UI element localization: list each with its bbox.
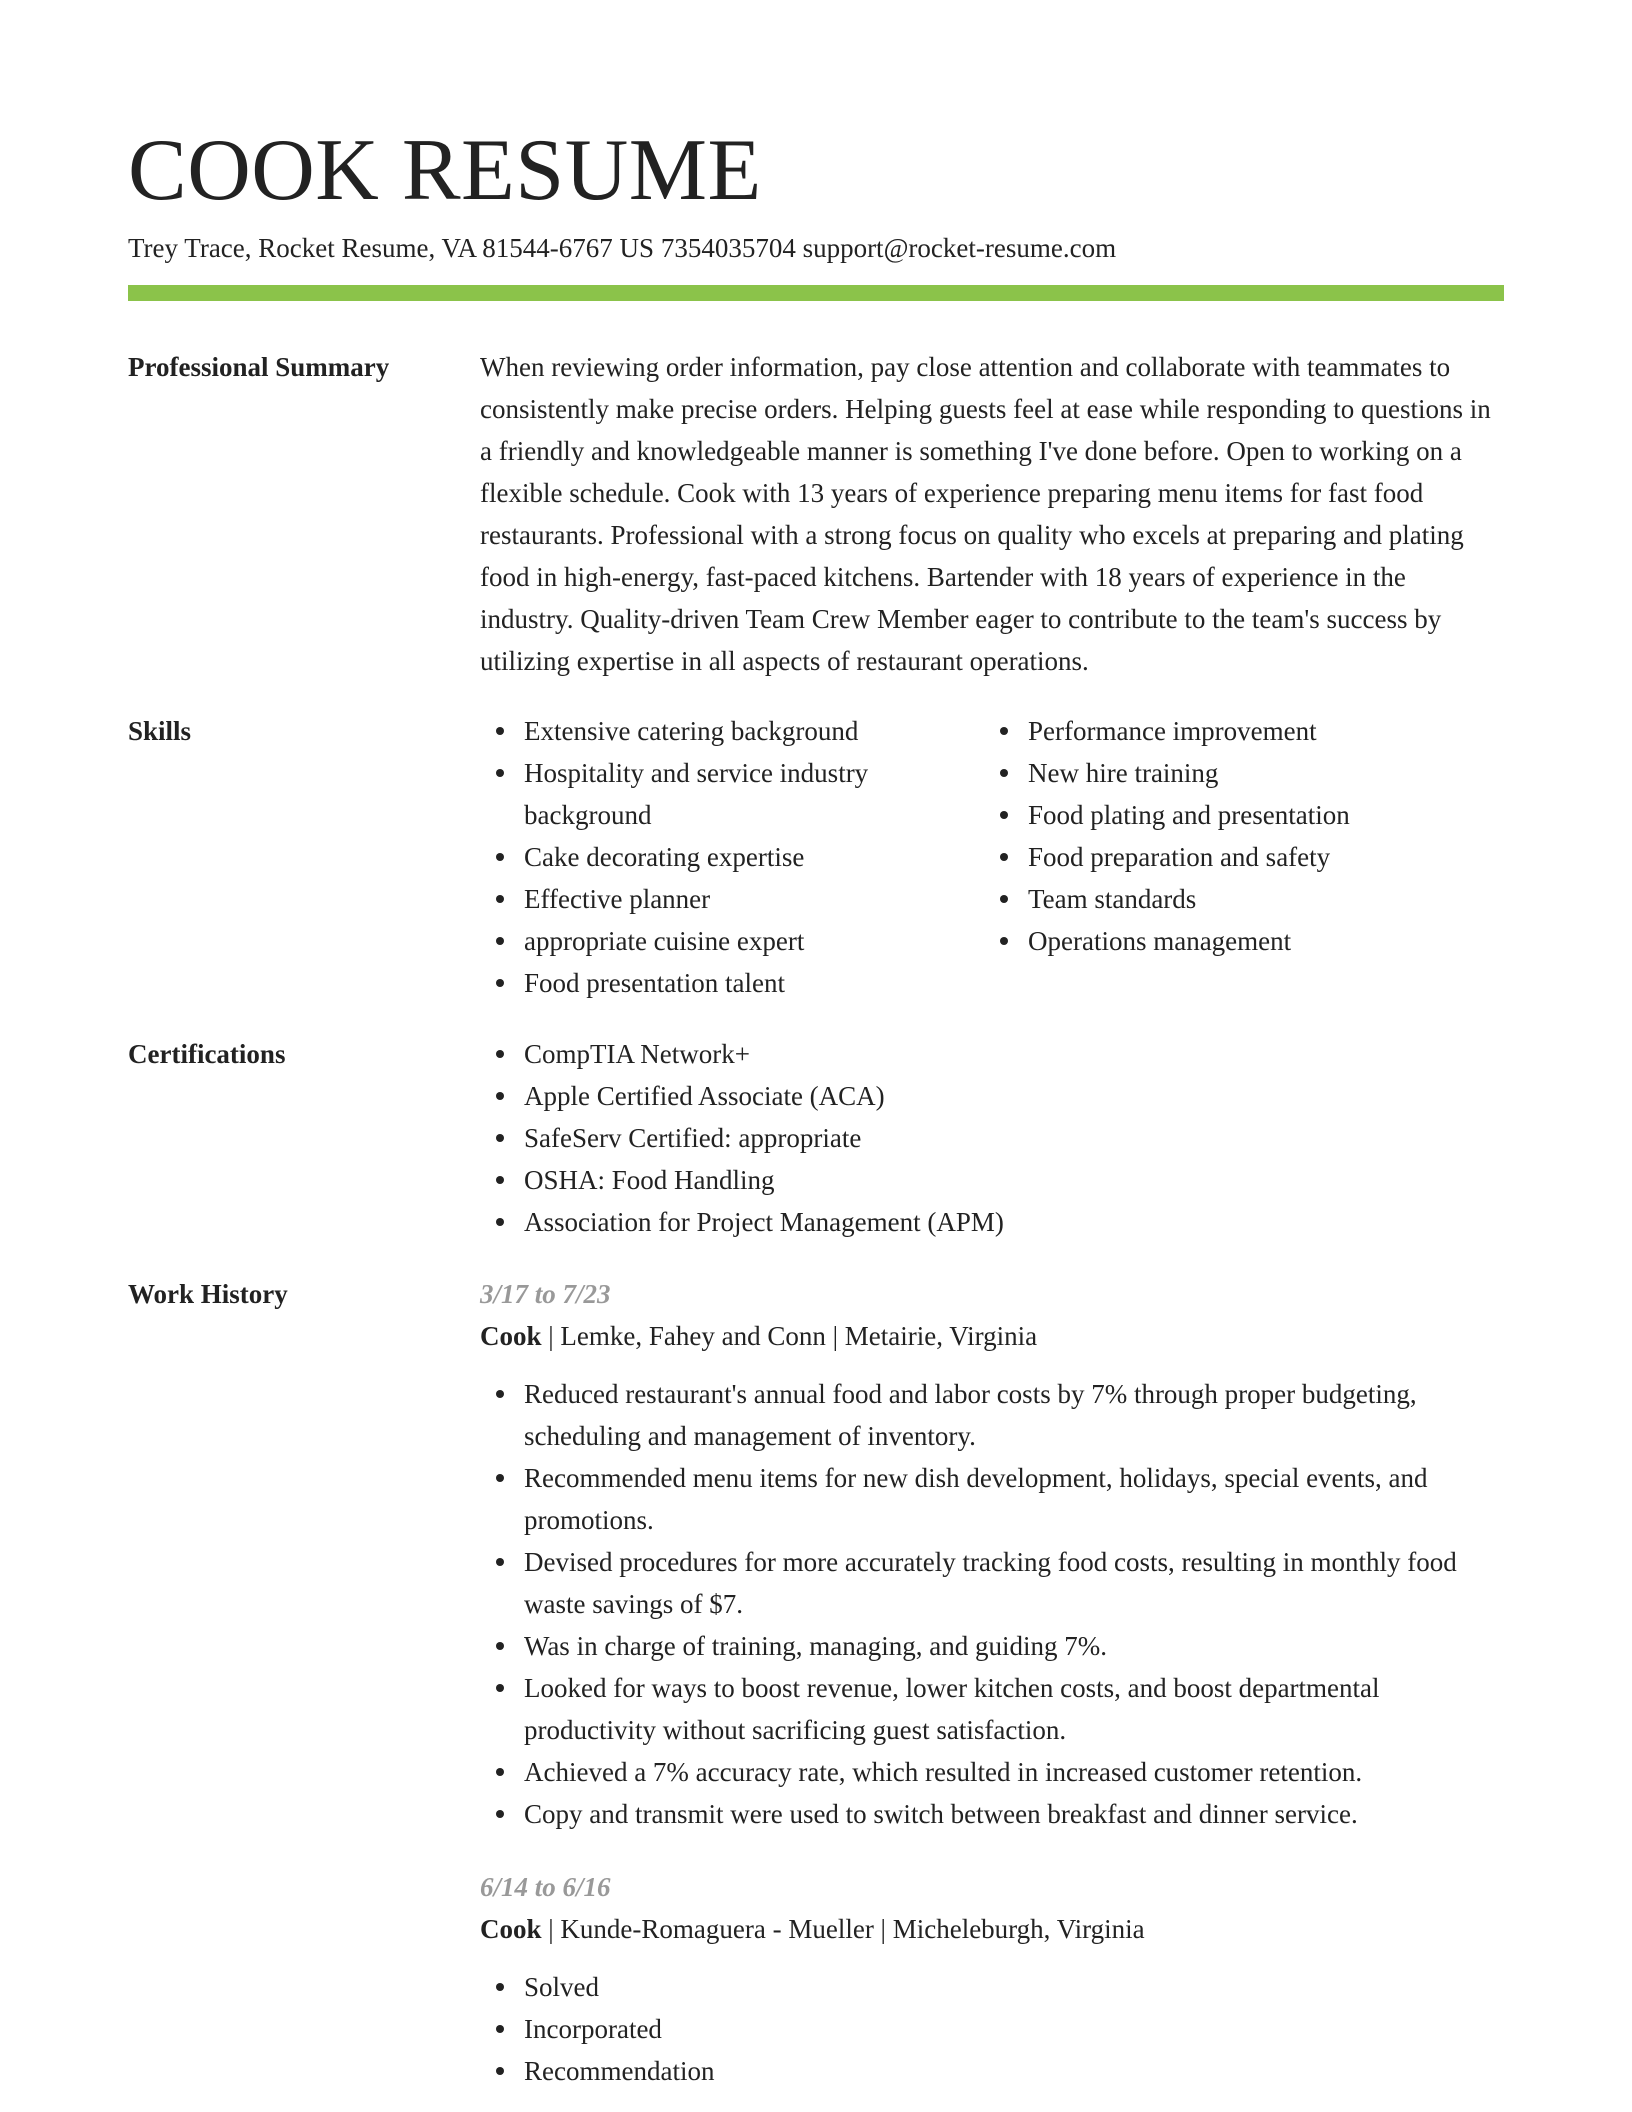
skill-item: Food presentation talent [480,962,984,1004]
job-bullet: Copy and transmit were used to switch between breakfast and dinner service. [480,1793,1504,1835]
certification-item: Association for Project Management (APM) [480,1201,1504,1243]
job-entry [480,1866,1504,2092]
skill-item: Hospitality and service industry background [480,752,984,836]
skill-item: Team standards [984,878,1504,920]
job-dates: 3/17 to 7/23 [480,1279,611,1309]
certification-item: CompTIA Network+ [480,1033,1504,1075]
contact-line [128,230,1116,266]
contact-email: support@rocket-resume.com [802,233,1117,263]
certification-item: Apple Certified Associate (ACA) [480,1075,1504,1117]
job-title-line [480,1315,1504,1357]
contact-address: VA 81544-6767 US [441,233,655,263]
certification-item: OSHA: Food Handling [480,1159,1504,1201]
resume-title: COOK RESUME [128,122,762,219]
job-role: Cook [480,1321,542,1351]
job-dates: 6/14 to 6/16 [480,1872,611,1902]
job-bullet: Was in charge of training, managing, and guiding 7%. [480,1625,1504,1667]
job-bullet: Devised procedures for more accurately tracking food costs, resulting in monthly food waste savings of $7. [480,1541,1504,1625]
skill-item: Cake decorating expertise [480,836,984,878]
skill-item: Effective planner [480,878,984,920]
job-title-line [480,1908,1504,1950]
job-bullets [480,1966,1504,2092]
skill-item: Performance improvement [984,710,1504,752]
certifications-heading: Certifications [128,1039,286,1069]
job-bullet: Achieved a 7% accuracy rate, which resulted in increased customer retention. [480,1751,1504,1793]
job-bullet: Reduced restaurant's annual food and labor costs by 7% through proper budgeting, scheduling and management of inventory. [480,1373,1504,1457]
work-history-heading: Work History [128,1279,288,1309]
skill-item: appropriate cuisine expert [480,920,984,962]
summary-heading: Professional Summary [128,352,390,382]
skill-item: Extensive catering background [480,710,984,752]
certification-item: SafeServ Certified: appropriate [480,1117,1504,1159]
skills-list-left [480,710,984,1004]
skill-item: Operations management [984,920,1504,962]
skill-item: Food preparation and safety [984,836,1504,878]
job-bullet: Incorporated [480,2008,1504,2050]
job-role: Cook [480,1914,542,1944]
job-entry [480,1273,1504,1835]
job-bullet: Recommended menu items for new dish development, holidays, special events, and promotions. [480,1457,1504,1541]
job-details: | Kunde-Romaguera - Mueller | Micheleburgh, Virginia [541,1914,1145,1944]
job-bullet: Solved [480,1966,1504,2008]
summary-text: When reviewing order information, pay close attention and collaborate with teammates to consistently make precise orders. Helping guests feel at ease while responding to questions in a friendly and knowledgeable manner is something I've done before. Open to working on a flexible schedule. Cook with 13 years of experience preparing menu items for fast food restaurants. Professional with a strong focus on quality who excels at preparing and plating food in high-energy, fast-paced kitchens. Bartender with 18 years of experience in the industry. Quality-driven Team Crew Member eager to contribute to the team's success by utilizing expertise in all aspects of restaurant operations. [480,352,1491,676]
contact-name: Trey Trace, [128,233,252,263]
job-bullet: Looked for ways to boost revenue, lower kitchen costs, and boost departmental productivity without sacrificing guest satisfaction. [480,1667,1504,1751]
skill-item: Food plating and presentation [984,794,1504,836]
header-divider [128,285,1504,301]
contact-phone: 7354035704 [660,233,796,263]
job-bullet: Recommendation [480,2050,1504,2092]
skills-list-right [984,710,1504,1004]
job-details: | Lemke, Fahey and Conn | Metairie, Virginia [541,1321,1038,1351]
certifications-list [480,1033,1504,1243]
skill-item: New hire training [984,752,1504,794]
job-bullets [480,1373,1504,1835]
skills-heading: Skills [128,716,192,746]
contact-company: Rocket Resume, [258,233,436,263]
